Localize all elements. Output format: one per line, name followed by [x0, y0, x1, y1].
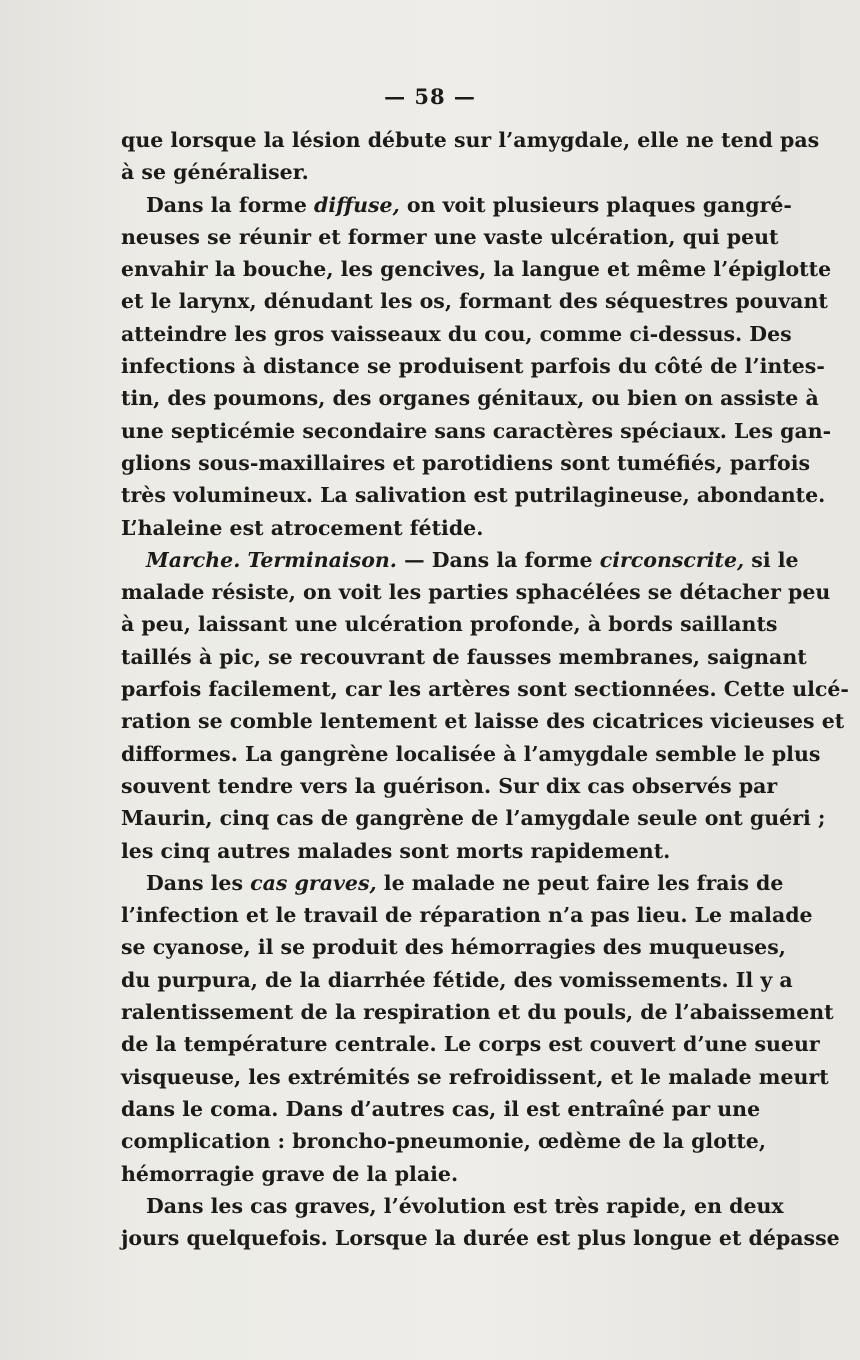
text-line: infections à distance se produisent parfois du côté de l’intes- [121, 354, 825, 379]
text-line: les cinq autres malades sont morts rapidement. [121, 838, 671, 863]
text-span: Dans les [146, 870, 251, 895]
text-line: glions sous-maxillaires et parotidiens sont tuméfiés, parfois [121, 450, 811, 475]
page-number: — 58 — [384, 84, 476, 109]
italic-span: cas graves, [250, 870, 377, 895]
body-text [121, 124, 849, 1254]
text-span: le malade ne peut faire les frais de [376, 870, 784, 895]
text-line: une septicémie secondaire sans caractères spéciaux. Les gan- [121, 418, 832, 443]
italic-span: circonscrite, [599, 547, 745, 572]
text-line: complication : broncho-pneumonie, œdème de la glotte, [121, 1129, 766, 1154]
text-line: Dans les cas graves, l’évolution est très rapide, en deux [146, 1193, 784, 1218]
text-line: visqueuse, les extrémités se refroidissent, et le malade meurt [121, 1064, 829, 1089]
text-line: Maurin, cinq cas de gangrène de l’amygdale seule ont guéri ; [121, 806, 826, 831]
text-line: parfois facilement, car les artères sont sectionnées. Cette ulcé- [121, 677, 849, 702]
text-line: jours quelquefois. Lorsque la durée est plus longue et dépasse [121, 1226, 840, 1251]
text-line: ration se comble lentement et laisse des cicatrices vicieuses et [121, 709, 845, 734]
italic-span: Marche. Terminaison. [146, 547, 397, 572]
text-line: se cyanose, il se produit des hémorragies des muqueuses, [121, 935, 786, 960]
text-line: atteindre les gros vaisseaux du cou, comme ci-dessus. Des [121, 321, 792, 346]
text-line: que lorsque la lésion débute sur l’amygdale, elle ne tend pas [121, 128, 820, 152]
text-line [121, 544, 799, 576]
text-line: L’haleine est atrocement fétide. [121, 515, 484, 540]
text-span: si le [744, 547, 799, 572]
text-line: de la température centrale. Le corps est couvert d’une sueur [121, 1032, 820, 1057]
text-line: du purpura, de la diarrhée fétide, des vomissements. Il y a [121, 967, 793, 992]
italic-span: diffuse, [314, 192, 400, 217]
text-line: l’infection et le travail de réparation n’a pas lieu. Le malade [121, 903, 813, 928]
text-span: Dans la forme [146, 192, 315, 217]
text-line: envahir la bouche, les gencives, la langue et même l’épiglotte [121, 257, 832, 282]
text-line: à se généraliser. [121, 160, 309, 185]
text-line [121, 867, 784, 899]
text-span: — Dans la forme [396, 547, 600, 572]
text-line: taillés à pic, se recouvrant de fausses membranes, saignant [121, 644, 807, 669]
text-line: neuses se réunir et former une vaste ulcération, qui peut [121, 224, 779, 249]
text-line: ralentissement de la respiration et du pouls, de l’abaissement [121, 1000, 834, 1025]
text-line: difformes. La gangrène localisée à l’amygdale semble le plus [121, 741, 821, 766]
text-line: dans le coma. Dans d’autres cas, il est entraîné par une [121, 1096, 761, 1121]
text-span: on voit plusieurs plaques gangré- [399, 192, 792, 217]
text-line: souvent tendre vers la guérison. Sur dix cas observés par [121, 773, 778, 798]
text-line: malade résiste, on voit les parties sphacélées se détacher peu [121, 580, 831, 605]
text-line: très volumineux. La salivation est putrilagineuse, abondante. [121, 483, 826, 508]
text-line: tin, des poumons, des organes génitaux, ou bien on assiste à [121, 386, 819, 411]
text-line [121, 189, 792, 221]
text-line: et le larynx, dénudant les os, formant des séquestres pouvant [121, 289, 828, 314]
text-line: à peu, laissant une ulcération profonde, à bords saillants [121, 612, 778, 637]
text-line: hémorragie grave de la plaie. [121, 1161, 459, 1186]
